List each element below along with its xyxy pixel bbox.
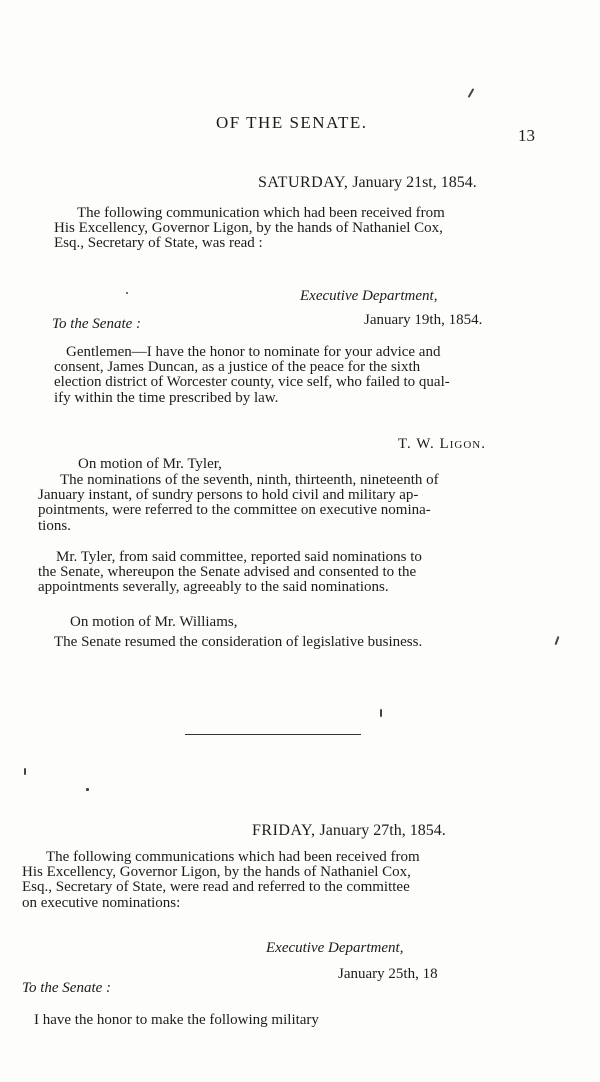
executive-department-1: Executive Department, bbox=[300, 288, 438, 304]
session1-letter-body bbox=[54, 345, 532, 406]
session1-report bbox=[38, 550, 524, 596]
scan-speck bbox=[380, 709, 382, 717]
session2-intro bbox=[22, 850, 506, 911]
salutation-1: To the Senate : bbox=[52, 316, 142, 332]
scan-speck bbox=[126, 292, 128, 294]
intro-line: His Excellency, Governor Ligon, by the hands of Nathaniel Cox, bbox=[22, 864, 411, 881]
body-line: election district of Worcester county, vice self, who failed to qual- bbox=[54, 374, 450, 391]
nominations-line: The nominations of the seventh, ninth, thirteenth, nineteenth of bbox=[60, 472, 439, 488]
nominations-line: pointments, were referred to the committee on executive nomina- bbox=[38, 502, 431, 519]
scan-speck bbox=[555, 636, 559, 645]
intro-line: Esq., Secretary of State, were read and referred to the committee bbox=[22, 879, 410, 896]
body-line: Gentlemen—I have the honor to nominate for your advice and bbox=[66, 344, 441, 360]
session2-body-start: I have the honor to make the following military bbox=[34, 1012, 319, 1028]
letter-date-1: January 19th, 1854. bbox=[364, 312, 483, 328]
date-day: SATURDAY, bbox=[258, 174, 349, 191]
senate-resumed: The Senate resumed the consideration of legislative business. bbox=[54, 634, 423, 650]
scan-speck bbox=[468, 88, 475, 98]
date-rest: January 27th, 1854. bbox=[319, 822, 446, 839]
report-line: the Senate, whereupon the Senate advised and consented to the bbox=[38, 564, 417, 581]
executive-department-2: Executive Department, bbox=[266, 940, 404, 956]
intro-line: on executive nominations: bbox=[22, 894, 181, 911]
letter-date-2: January 25th, 18 bbox=[338, 966, 438, 982]
session1-nominations bbox=[38, 473, 524, 534]
page-number: 13 bbox=[518, 126, 535, 145]
body-line: consent, James Duncan, as a justice of the peace for the sixth bbox=[54, 359, 421, 376]
intro-line: The following communications which had been received from bbox=[46, 849, 420, 865]
motion-tyler: On motion of Mr. Tyler, bbox=[78, 456, 222, 472]
date-rest: January 21st, 1854. bbox=[352, 174, 477, 191]
report-line: Mr. Tyler, from said committee, reported said nominations to bbox=[56, 549, 422, 565]
salutation-2: To the Senate : bbox=[22, 980, 112, 996]
section-divider bbox=[185, 734, 361, 735]
date-day: FRIDAY, bbox=[252, 822, 316, 839]
session-date-saturday bbox=[258, 174, 477, 192]
session1-intro bbox=[54, 206, 538, 252]
intro-line: The following communication which had been received from bbox=[77, 205, 445, 221]
signature-ligon: T. W. Ligon. bbox=[398, 436, 486, 452]
scan-speck bbox=[24, 768, 26, 775]
scan-speck bbox=[86, 788, 89, 791]
report-line: appointments severally, agreeably to the said nominations. bbox=[38, 579, 389, 596]
motion-williams: On motion of Mr. Williams, bbox=[70, 614, 238, 630]
body-line: ify within the time prescribed by law. bbox=[54, 389, 279, 406]
intro-line: His Excellency, Governor Ligon, by the hands of Nathaniel Cox, bbox=[54, 220, 443, 237]
nominations-line: January instant, of sundry persons to hold civil and military ap- bbox=[38, 487, 419, 504]
page-header-title: OF THE SENATE. bbox=[216, 113, 368, 132]
nominations-line: tions. bbox=[38, 517, 71, 534]
intro-line: Esq., Secretary of State, was read : bbox=[54, 235, 263, 252]
session-date-friday bbox=[252, 822, 446, 840]
